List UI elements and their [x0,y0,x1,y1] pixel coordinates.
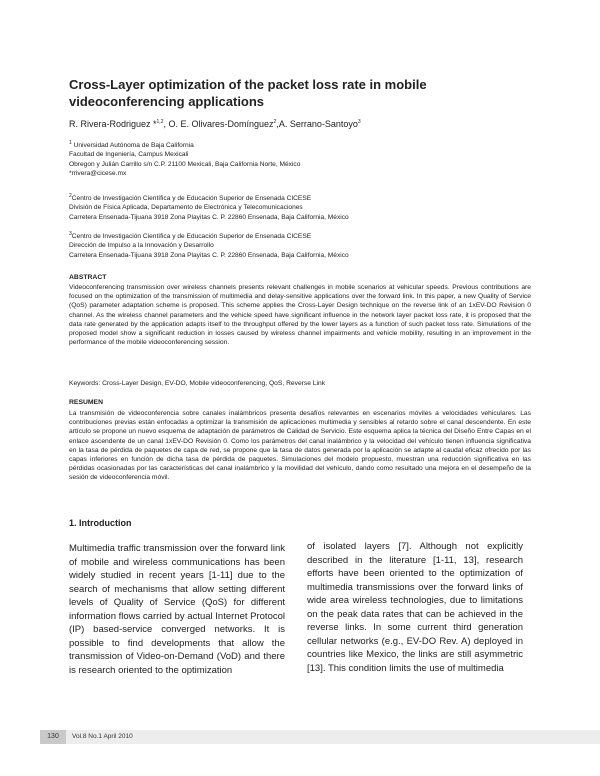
author-3-name: ,A. Serrano-Santoyo [276,119,358,129]
author-2-affiliation-marker: 2 [273,119,277,125]
affiliation-email: *rrivera@cicese.mx [69,170,127,178]
affiliation-text: Centro de Investigación Científica y de Educación Superior de Ensenada CICESE [71,195,312,202]
affiliation-line [69,194,539,203]
affiliation-marker: 2 [69,192,72,199]
paper-title: Cross-Layer optimization of the packet loss rate in mobile videoconferencing applications [69,77,427,109]
affiliation-1 [69,141,539,179]
introduction-heading: 1. Introduction [69,518,132,528]
introduction-left-column: Multimedia traffic transmission over the forward link of mobile and wireless communications has been widely studied in recent years [1-11] due to the search of mechanisms that allow setting different levels of Quality of Service (QoS) for different information flows carried by actual Internet Protocol (IP) based-service converged networks. It is possible to find developments that allow the transmission of Video-on-Demand (VoD) and there is research oriented to the optimization [69,543,285,676]
page-number: 130 [40,730,66,744]
affiliation-line [69,232,539,241]
affiliation-3 [69,232,539,260]
affiliation-line [69,141,539,150]
resumen-text: La transmisión de videoconferencia sobre canales inalámbricos presenta desafíos relevantes en escenarios móviles a velocidades vehiculares. Las contribuciones previas están enfocadas a optimizar la transmisión de aplicaciones multimedia y sensibles al retardo sobre el canal descendente. En este artículo se propone un nuevo esquema de adaptación de parámetros de Calidad de Servicio. Este esquema aplica la técnica del Diseño Entre Capas en el enlace ascendente de un canal 1xEV-DO Revisión 0. Como los parámetros del canal inalámbrico y la velocidad del vehículo tienen influencia significativa en la tasa de pérdida de paquetes de capa de red, se propone que la tasa de datos generada por la aplicación se adapte al caudal eficaz ofrecido por las capas inferiores en función de dicha tasa de pérdida de paquetes. Simulaciones del modelo propuesto, muestran una reducción significativa en las pérdidas ocasionadas por las características del canal inalámbrico y la movilidad del vehículo, dando como resultado una mejora en el desempeño de la sesión de videoconferencia móvil. [69,410,531,482]
author-1-affiliation-marker: 1,2 [156,119,164,125]
affiliation-line: Obregon y Julián Carrillo s/n C.P. 21100 Mexicali, Baja California Norte, México [69,160,301,168]
affiliation-line: Carretera Ensenada-Tijuana 3918 Zona Playitas C. P. 22860 Ensenada, Baja California, México [69,213,349,221]
affiliation-line: Dirección de Impulso a la Innovación y Desarrollo [69,242,214,250]
author-2-name: , O. E. Olivares-Domínguez [163,119,274,129]
keywords: Keywords: Cross-Layer Design, EV-DO, Mobile videoconferencing, QoS, Reverse Link [69,380,326,387]
affiliation-marker: 3 [69,230,72,237]
author-list [69,118,539,130]
affiliation-line: División de Física Aplicada, Departamento de Electrónica y Telecomunicaciones [69,204,303,212]
author-1-name: R. Rivera-Rodriguez * [69,119,157,129]
affiliation-text: Universidad Autónoma de Baja California [73,142,194,149]
author-3-affiliation-marker: 3 [357,119,361,125]
journal-info: Vol.8 No.1 April 2010 [72,733,133,740]
affiliation-text: Centro de Investigación Científica y de Educación Superior de Ensenada CICESE [71,233,312,240]
resumen-heading: RESUMEN [69,399,103,406]
affiliation-line: Facultad de Ingeniería, Campus Mexicali [69,151,189,159]
affiliation-line: Carretera Ensenada-Tijuana 3918 Zona Playitas C. P. 22860 Ensenada, Baja California, México [69,251,349,259]
abstract-heading: ABSTRACT [69,274,107,281]
introduction-right-column: of isolated layers [7]. Although not explicitly described in the literature [1-11, 13], research efforts have been oriented to the optimization of multimedia transmissions over the forward links of wide area wireless technologies, due to limitations on the peak data rates that can be achieved in the reverse links. In some current third generation cellular networks (e.g., EV-DO Rev. A) deployed in countries like Mexico, the links are still asymmetric [13]. This condition limits the use of multimedia [307,541,523,674]
affiliation-marker: 1 [69,139,72,146]
abstract-text: Videoconferencing transmission over wireless channels presents relevant challenges in mobile scenarios at vehicular speeds. Previous contributions are focused on the optimization of the transmission of multimedia and delay-sensitive applications over the forward link. In this paper, a new Quality of Service (QoS) parameter adaptation scheme is proposed. This scheme applies the Cross-Layer Design technique on the reverse link of an 1xEV-DO Revision 0 channel. As the wireless channel parameters and the vehicle speed have significant influence in the network layer packet loss rate, it is proposed that the data rate generated by the application adapts itself to the throughput offered by the lower layers as a function of such packet loss rate. Simulations of the proposed model show a significant reduction in losses caused by wireless channel impairments and vehicle mobility, resulting in an improvement in the performance of the mobile videoconferencing session. [69,284,531,347]
affiliation-2 [69,194,539,222]
